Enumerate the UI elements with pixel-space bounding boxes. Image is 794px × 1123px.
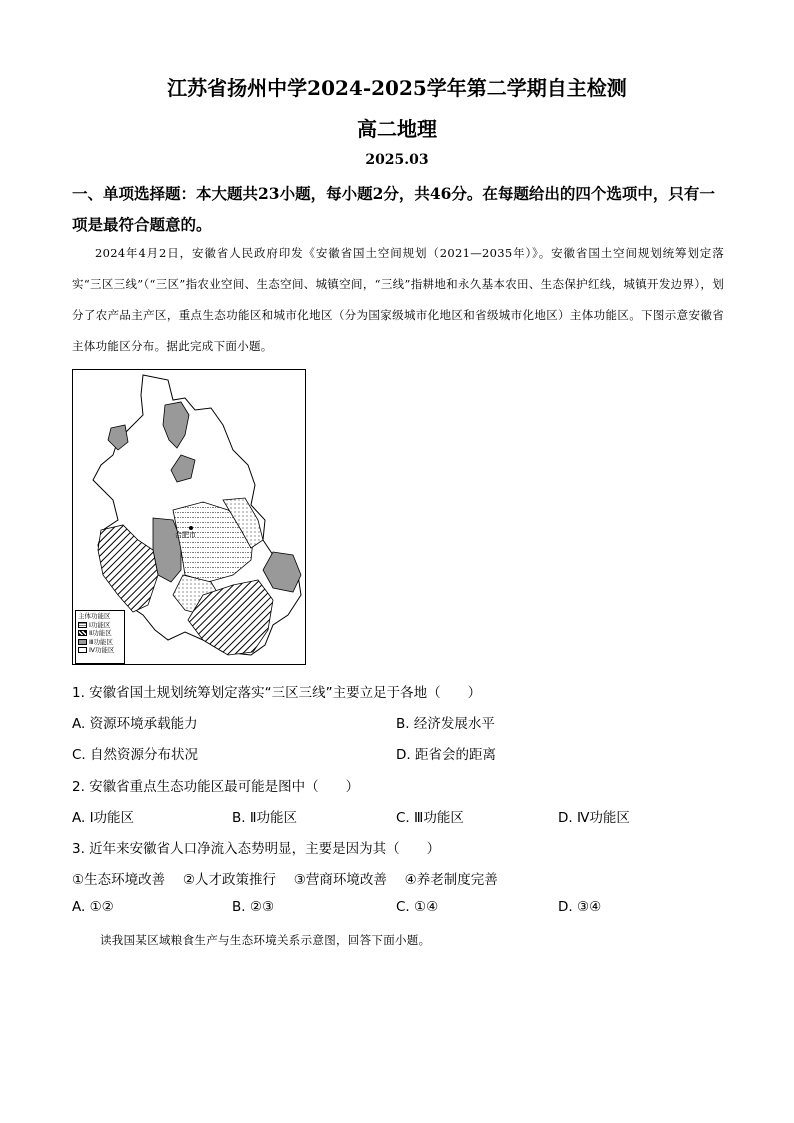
legend-item: Ⅱ功能区 <box>78 629 122 638</box>
passage-text: 2024年4月2日，安徽省人民政府印发《安徽省国土空间规划（2021—2035年）》。安徽省国土空间规划统筹划定落实“三区三线”（“三区”指农业空间、生态空间、城镇空间，“三线”指耕地和永久基本农田、生态保护红线，城镇开发边界），划分了农产品主产区，重点生态功能区和城市化地区（分为国家级城市化地区和省级城市化地区）主体功能区。下图示意安徽省主体功能区分布。据此完成下面小题。 <box>72 246 724 353</box>
question-2-option-a[interactable]: A. Ⅰ功能区 <box>72 810 135 826</box>
subject-title: 高二地理 <box>357 117 437 141</box>
question-3-option-c[interactable]: C. ①④ <box>396 899 439 915</box>
question-1-stem: 1. 安徽省国土规划统筹划定落实“三区三线”主要立足于各地（ ） <box>72 685 482 701</box>
question-1-option-d[interactable]: D. 距省会的距离 <box>396 747 496 763</box>
legend-title: 主体功能区 <box>78 612 111 620</box>
map-legend <box>75 610 125 664</box>
question-2-option-b[interactable]: B. Ⅱ功能区 <box>232 810 297 826</box>
next-passage-intro: 读我国某区域粮食生产与生态环境关系示意图，回答下面小题。 <box>100 933 431 947</box>
section-heading: 一、单项选择题：本大题共23小题，每小题2分，共46分。在每题给出的四个选项中，只有一项是最符合题意的。 <box>72 184 715 234</box>
city-label-hefei: 合肥市 <box>175 531 196 539</box>
question-1-option-b[interactable]: B. 经济发展水平 <box>396 716 495 732</box>
legend-item: Ⅰ功能区 <box>78 621 122 630</box>
question-3-option-b[interactable]: B. ②③ <box>232 899 275 915</box>
exam-title: 江苏省扬州中学2024-2025学年第二学期自主检测 <box>167 76 627 100</box>
legend-swatch-white <box>78 647 87 653</box>
exam-date: 2025.03 <box>365 152 429 168</box>
question-1-option-c[interactable]: C. 自然资源分布状况 <box>72 747 199 763</box>
anhui-function-zone-map <box>72 369 306 665</box>
question-2-option-c[interactable]: C. Ⅲ功能区 <box>396 810 464 826</box>
question-2-stem: 2. 安徽省重点生态功能区最可能是图中（ ） <box>72 779 360 795</box>
question-3-option-a[interactable]: A. ①② <box>72 899 114 915</box>
legend-swatch-hatched <box>78 630 87 636</box>
question-1-option-a[interactable]: A. 资源环境承载能力 <box>72 716 198 732</box>
question-3-stem: 3. 近年来安徽省人口净流入态势明显，主要是因为其（ ） <box>72 841 441 857</box>
question-3-option-d[interactable]: D. ③④ <box>558 899 602 915</box>
legend-swatch-gray <box>78 639 87 645</box>
legend-item: Ⅲ功能区 <box>78 638 122 647</box>
legend-item: Ⅳ功能区 <box>78 646 122 655</box>
question-2-option-d[interactable]: D. Ⅳ功能区 <box>558 810 630 826</box>
legend-swatch-dotted <box>78 622 87 628</box>
question-3-items: ①生态环境改善 ②人才政策推行 ③营商环境改善 ④养老制度完善 <box>72 872 498 888</box>
